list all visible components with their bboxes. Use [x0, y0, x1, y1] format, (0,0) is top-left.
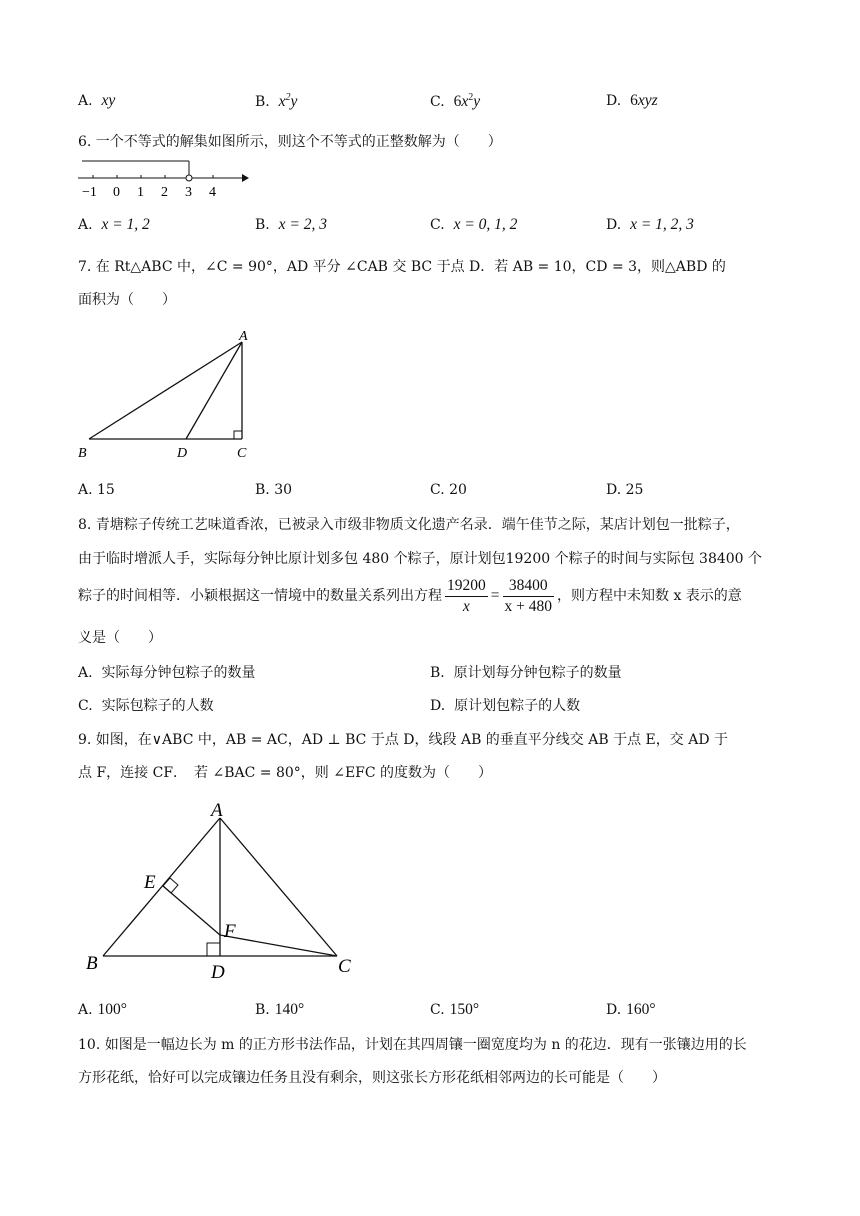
q6-option-c[interactable]: C. x = 0, 1, 2 [430, 216, 518, 233]
q8-stem-line4: 义是（ ） [78, 630, 162, 646]
q9-option-a[interactable]: A. 100° [78, 1001, 127, 1018]
q7-triangle-figure [70, 326, 270, 466]
segment-ab [103, 818, 220, 956]
tick-label: 4 [209, 185, 216, 200]
q8-option-a[interactable]: A. 实际每分钟包粽子的数量 [78, 665, 256, 681]
q7-option-c[interactable]: C. 20 [430, 482, 467, 498]
q7-stem-line2: 面积为（ ） [78, 292, 176, 308]
right-angle-mark-d [207, 943, 220, 956]
q7-option-b[interactable]: B. 30 [255, 482, 293, 498]
segment-ad [186, 342, 242, 439]
number-line-arrow [242, 174, 249, 182]
q8-option-d[interactable]: D. 原计划包粽子的人数 [430, 698, 581, 714]
tick-label: −1 [82, 185, 97, 200]
q6-option-a[interactable]: A. x = 1, 2 [78, 216, 150, 233]
q5-option-c[interactable]: C. $6x^2y$ [430, 92, 481, 111]
segment-fc [220, 935, 337, 956]
q10-stem-line1: 10. 如图是一幅边长为 m 的正方形书法作品，计划在其四周镶一圈宽度均为 n 的花边．现有一张镶边用的长 [78, 1037, 747, 1053]
q6-option-d[interactable]: D. x = 1, 2, 3 [606, 216, 694, 233]
label-e: E [144, 872, 156, 893]
label-d: D [211, 962, 225, 983]
right-angle-mark-c [234, 431, 242, 439]
q7-stem-line1: 7. 在 Rt△ABC 中，∠C = 90°，AD 平分 ∠CAB 交 BC 于点 D．若 AB = 10，CD = 3，则△ABD 的 [78, 259, 726, 275]
segment-ef [163, 886, 220, 935]
right-angle-mark-e [163, 878, 178, 893]
q8-stem-line1: 8. 青塘粽子传统工艺味道香浓，已被录入市级非物质文化遗产名录．端午佳节之际，某店计划包一批粽子， [78, 517, 740, 533]
q5-option-b-expr: $x^2y$ [278, 92, 298, 111]
q6-option-b-expr: x = 2, 3 [278, 216, 327, 233]
q5-option-a-expr: xy [101, 92, 116, 109]
q6-option-d-expr: x = 1, 2, 3 [630, 216, 694, 233]
label-f: F [224, 921, 236, 942]
q7-option-d[interactable]: D. 25 [606, 482, 644, 498]
q5-option-c-expr: $6x^2y$ [453, 92, 481, 111]
fraction-38400-over-x-plus-480: $\frac{38400}{x + 480}$ [504, 576, 552, 615]
tick-label: 3 [185, 185, 192, 200]
label-a: A [211, 800, 223, 821]
tick-label: 2 [161, 185, 168, 200]
q8-stem-line3: 粽子的时间相等．小颖根据这一情境中的数量关系列出方程 $\frac{19200}{x}$ = $\frac{38400}{x + 480}$ ，则方程中未知数 x 表示的意 [78, 576, 742, 615]
q7-option-a[interactable]: A. 15 [78, 482, 115, 498]
q6-stem: 6. 一个不等式的解集如图所示，则这个不等式的正整数解为（ ） [78, 134, 502, 150]
open-point-3 [186, 175, 192, 181]
q5-option-a[interactable]: A. xy [78, 92, 116, 109]
q9-option-c[interactable]: C. 150° [430, 1001, 480, 1018]
q5-option-d[interactable]: D. 6xyz [606, 92, 658, 109]
q8-option-c[interactable]: C. 实际包粽子的人数 [78, 698, 214, 714]
q8-option-b[interactable]: B. 原计划每分钟包粽子的数量 [430, 665, 622, 681]
q6-option-a-expr: x = 1, 2 [101, 216, 150, 233]
q9-stem-line2: 点 F，连接 CF． 若 ∠BAC = 80°，则 ∠EFC 的度数为（ ） [78, 765, 493, 781]
q9-option-b[interactable]: B. 140° [255, 1001, 305, 1018]
q8-stem-line2: 由于临时增派人手，实际每分钟比原计划多包 480 个粽子，原计划包19200 个粽子的时间与实际包 38400 个 [78, 551, 763, 567]
tick-label: 0 [113, 185, 120, 200]
q10-stem-line2: 方形花纸，恰好可以完成镶边任务且没有剩余，则这张长方形花纸相邻两边的长可能是（ ） [78, 1070, 666, 1086]
q6-option-b[interactable]: B. x = 2, 3 [255, 216, 327, 233]
q9-option-d[interactable]: D. 160° [606, 1001, 656, 1018]
segment-ac [220, 818, 337, 956]
label-d: D [177, 446, 188, 461]
q5-option-d-expr: 6xyz [630, 92, 658, 109]
label-b: B [78, 446, 87, 461]
label-a: A [239, 329, 248, 344]
fraction-19200-over-x: $\frac{19200}{x}$ [447, 576, 486, 615]
label-b: B [86, 953, 98, 974]
segment-ab [89, 342, 242, 439]
q9-stem-line1: 9. 如图，在∨ABC 中，AB = AC，AD ⊥ BC 于点 D，线段 AB 的垂直平分线交 AB 于点 E，交 AD 于 [78, 732, 729, 748]
tick-label: 1 [137, 185, 144, 200]
q6-number-line-figure [74, 155, 254, 203]
q5-option-b[interactable]: B. $x^2y$ [255, 92, 298, 111]
label-c: C [338, 956, 351, 977]
q9-triangle-figure [80, 798, 370, 984]
q6-option-c-expr: x = 0, 1, 2 [453, 216, 518, 233]
label-c: C [237, 446, 247, 461]
